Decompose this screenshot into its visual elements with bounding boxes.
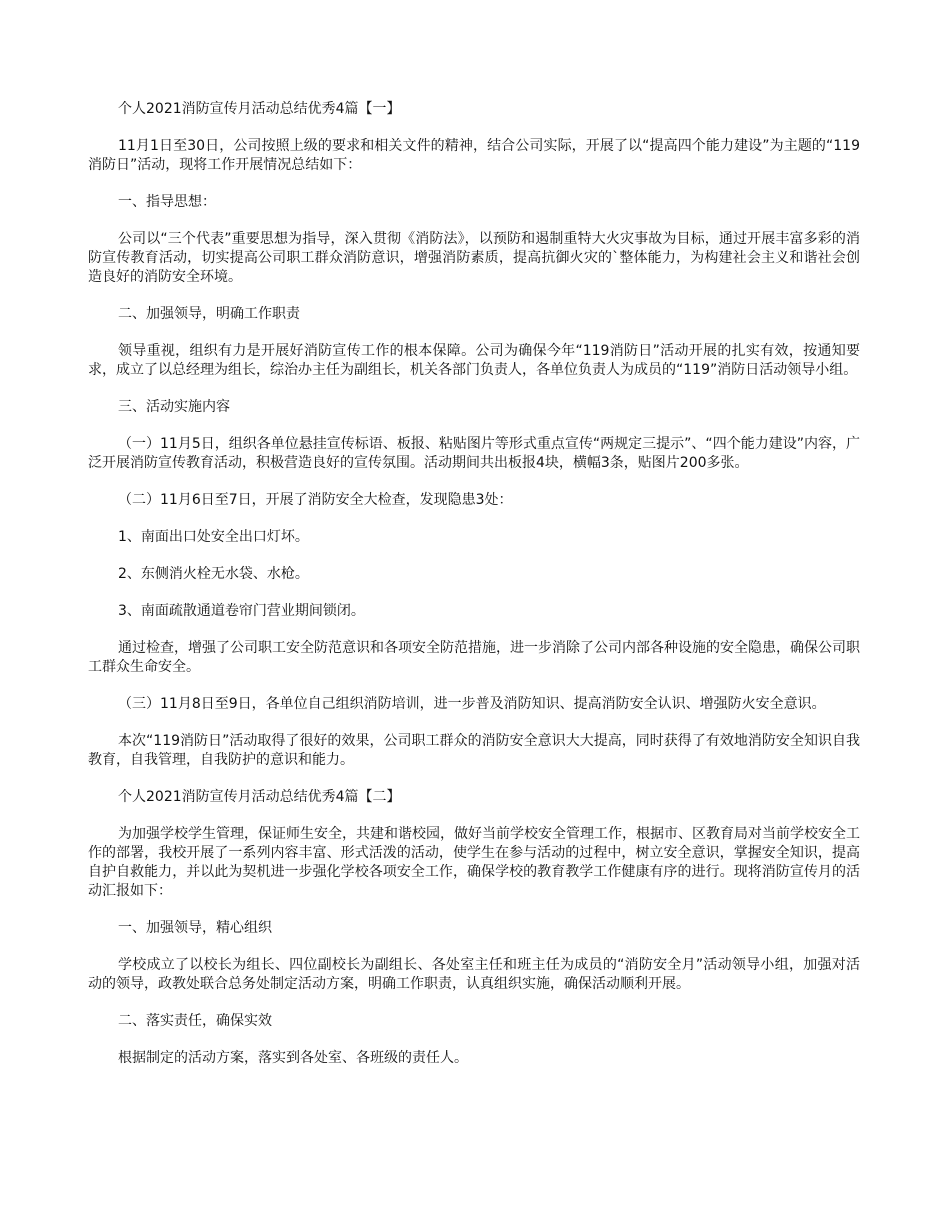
section-title-2: 个人2021消防宣传月活动总结优秀4篇【二】 xyxy=(118,789,401,805)
heading-organize-carefully: 一、加强领导，精心组织 xyxy=(118,920,272,936)
summary-paragraph-1: 本次“119消防日”活动取得了很好的效果，公司职工群众的消防安全意识大大提高，同时获得了有效地消防安全知识自我教育，自我管理，自我防护的意识和能力。 xyxy=(88,733,860,768)
organization-paragraph: 学校成立了以校长为组长、四位副校长为副组长、各处室主任和班主任为成员的“消防安全月”活动领导小组，加强对活动的领导，政教处联合总务处制定活动方案，明确工作职责，认真组织实施，确保活动顺利开展。 xyxy=(88,957,860,992)
heading-activity-content: 三、活动实施内容 xyxy=(118,399,230,415)
heading-strengthen-leadership: 二、加强领导，明确工作职责 xyxy=(118,306,300,322)
intro-paragraph-1: 11月1日至30日，公司按照上级的要求和相关文件的精神，结合公司实际，开展了以“提高四个能力建设”为主题的“119消防日”活动，现将工作开展情况总结如下： xyxy=(88,138,860,173)
intro-paragraph-2: 为加强学校学生管理，保证师生安全，共建和谐校园，做好当前学校安全管理工作，根据市、区教育局对当前学校安全工作的部署，我校开展了一系列内容丰富、形式活泼的活动，使学生在参与活动的过程中，树立安全意识，掌握安全知识，提高自护自救能力，并以此为契机进一步强化学校各项安全工作，确保学校的教育教学工作健康有序的进行。现将消防宣传月的活动汇报如下： xyxy=(88,826,860,899)
leadership-paragraph: 领导重视，组织有力是开展好消防宣传工作的根本保障。公司为确保今年“119消防日”活动开展的扎实有效，按通知要求，成立了以总经理为组长，综治办主任为副组长，机关各部门负责人，各单位负责人为成员的“119”消防日活动领导小组。 xyxy=(88,343,860,378)
inspection-result-paragraph: 通过检查，增强了公司职工安全防范意识和各项安全防范措施，进一步消除了公司内部各种设施的安全隐患，确保公司职工群众生命安全。 xyxy=(88,640,860,675)
hazard-item-3: 3、南面疏散通道卷帘门营业期间锁闭。 xyxy=(118,603,365,619)
document-body xyxy=(88,100,860,1086)
hazard-item-2: 2、东侧消火栓无水袋、水枪。 xyxy=(118,566,309,582)
activity-item-2: （二）11月6日至7日，开展了消防安全大检查，发现隐患3处： xyxy=(118,492,513,508)
section-title-1: 个人2021消防宣传月活动总结优秀4篇【一】 xyxy=(118,101,401,117)
activity-item-3: （三）11月8日至9日，各单位自己组织消防培训，进一步普及消防知识、提高消防安全认识、增强防火安全意识。 xyxy=(118,696,826,712)
heading-implement-responsibility: 二、落实责任，确保实效 xyxy=(118,1013,272,1029)
activity-item-1: （一）11月5日，组织各单位悬挂宣传标语、板报、粘贴图片等形式重点宣传“两规定三提示”、“四个能力建设”内容，广泛开展消防宣传教育活动，积极营造良好的宣传氛围。活动期间共出板报4块，横幅3条，贴图片200多张。 xyxy=(88,436,860,471)
heading-guiding-thought: 一、指导思想： xyxy=(118,194,216,210)
guiding-thought-paragraph: 公司以“三个代表”重要思想为指导，深入贯彻《消防法》，以预防和遏制重特大火灾事故为目标，通过开展丰富多彩的消防宣传教育活动，切实提高公司职工群众消防意识，增强消防素质，提高抗御火灾的`整体能力，为构建社会主义和谐社会创造良好的消防安全环境。 xyxy=(88,231,860,285)
responsibility-paragraph: 根据制定的活动方案，落实到各处室、各班级的责任人。 xyxy=(118,1050,468,1066)
hazard-item-1: 1、南面出口处安全出口灯坏。 xyxy=(118,529,309,545)
